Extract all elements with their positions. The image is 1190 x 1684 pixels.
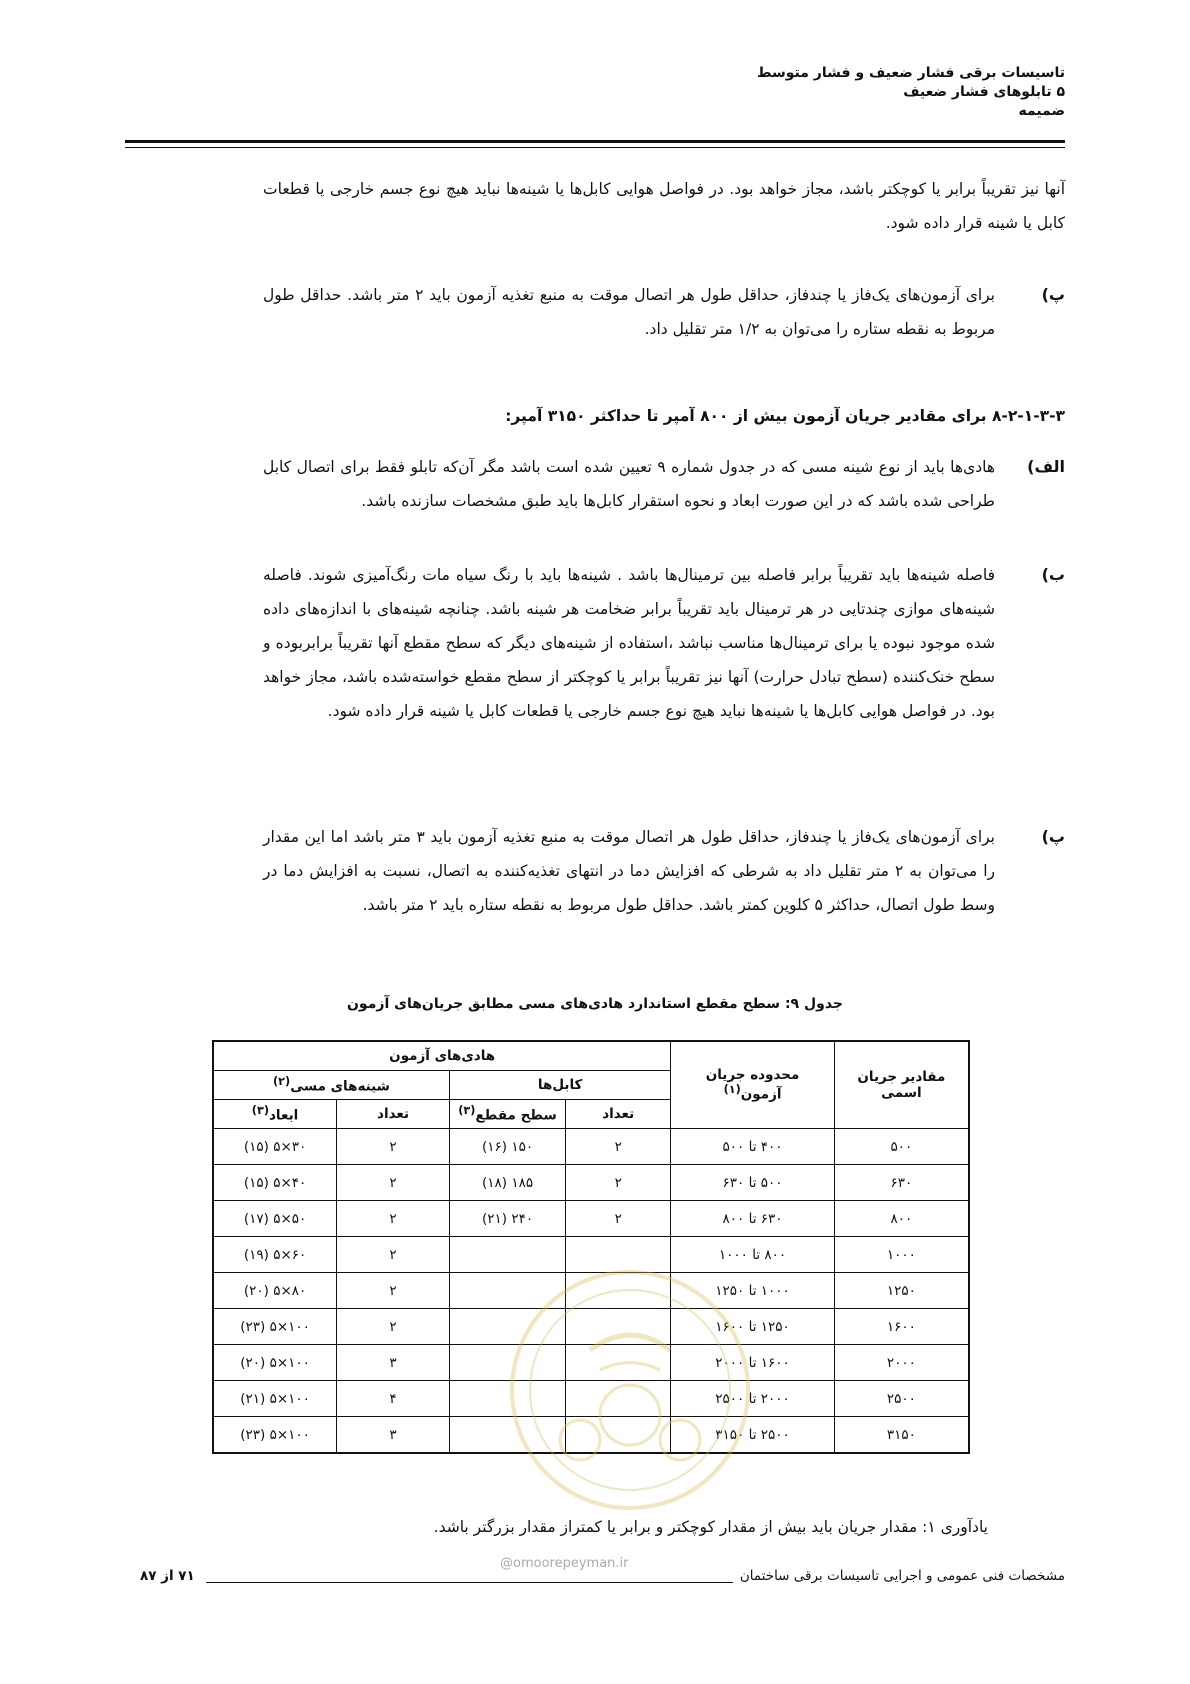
cell-cable-section <box>449 1345 565 1381</box>
cell-cable-section: ۱۵۰ (۱۶) <box>449 1129 565 1165</box>
header-line-1: تاسیسات برقی فشار ضعیف و فشار متوسط <box>756 65 1065 81</box>
header-rule-thin <box>125 147 1065 148</box>
item-pe-2-label: پ) <box>1041 827 1065 846</box>
section-title: ۸-۲-۱-۳-۳ برای مقادیر جریان آزمون بیش از ۸۰۰ آمپر تا حداکثر ۳۱۵۰ آمپر: <box>505 407 1065 425</box>
cell-nominal: ۸۰۰ <box>834 1201 969 1237</box>
cell-cable-section: ۱۸۵ (۱۸) <box>449 1165 565 1201</box>
header-cables: کابل‌ها <box>449 1071 670 1100</box>
document-header <box>125 64 1065 121</box>
cell-range: ۱۲۵۰ تا ۱۶۰۰ <box>671 1309 834 1345</box>
item-alef-text: هادی‌ها باید از نوع شینه مسی که در جدول شماره ۹ تعیین شده است باشد مگر آن‌که تابلو فقط برای اتصال کابل طراحی شده باشد که در این صورت ابعاد و نحوه استقرار کابل‌ها باید طبق مشخصات سازنده باشد. <box>263 458 996 510</box>
cell-nominal: ۱۲۵۰ <box>834 1273 969 1309</box>
footer-rule <box>206 1582 733 1583</box>
cell-bar-count: ۳ <box>337 1417 450 1454</box>
item-pe-1-label: پ) <box>1041 285 1065 304</box>
cell-cable-count <box>566 1381 671 1417</box>
cell-range: ۶۳۰ تا ۸۰۰ <box>671 1201 834 1237</box>
item-pe-2-text: برای آزمون‌های یک‌فاز یا چندفاز، حداقل طول هر اتصال موقت به منبع تغذیه آزمون باید ۳ متر باشد اما این مقدار را می‌توان به ۲ متر تقلیل داد به شرطی که افزایش دما در انتهای تغذیه‌کننده به اتصال، نسبت به افزایش دما در وسط طول اتصال، حداکثر ۵ کلوین کمتر باشد. حداقل طول مربوط به نقطه ستاره باید ۲ متر باشد. <box>263 828 995 914</box>
cell-cable-count <box>566 1345 671 1381</box>
cell-cable-section <box>449 1417 565 1454</box>
header-line-2: ۵ تابلوهای فشار ضعیف <box>903 84 1065 100</box>
watermark-url: @omoorepeyman.ir <box>500 1556 629 1571</box>
cell-bar-dims: ۱۰۰×۵ (۲۳) <box>213 1417 337 1454</box>
table-row <box>213 1201 969 1237</box>
table-row <box>213 1129 969 1165</box>
cell-nominal: ۲۰۰۰ <box>834 1345 969 1381</box>
cell-cable-count <box>566 1273 671 1309</box>
table-row <box>213 1273 969 1309</box>
cell-range: ۱۶۰۰ تا ۲۰۰۰ <box>671 1345 834 1381</box>
item-alef-label: الف) <box>1027 457 1065 476</box>
table-row <box>213 1417 969 1454</box>
cell-bar-dims: ۵۰×۵ (۱۷) <box>213 1201 337 1237</box>
cell-cable-section <box>449 1381 565 1417</box>
cell-nominal: ۵۰۰ <box>834 1129 969 1165</box>
cell-range: ۸۰۰ تا ۱۰۰۰ <box>671 1237 834 1273</box>
cell-bar-dims: ۳۰×۵ (۱۵) <box>213 1129 337 1165</box>
item-be-text: فاصله شینه‌ها باید تقریباً برابر فاصله بین ترمینال‌ها باشد . شینه‌ها باید با رنگ سیاه مات رنگ‌آمیزی شوند. فاصله شینه‌های موازی چندتایی در هر ترمینال باید تقریباً برابر ضخامت هر شینه باشد. چنانچه شینه‌های با اندازه‌های داده شده موجود نبوده یا برای ترمینال‌ها مناسب نباشد ،استفاده از شینه‌های دیگر که سطح مقطع آنها تقریباً برابربوده و سطح خنک‌کننده (سطح تبادل حرارت) آنها نیز تقریباً برابر یا کوچکتر از سطح مقطع خواسته‌شده باشد، مجاز خواهد بود. در فواصل هوایی کابل‌ها یا شینه‌ها نباید هیچ نوع جسم خارجی یا قطعات کابل یا شینه قرار داده شود. <box>263 566 995 720</box>
cell-cable-section <box>449 1309 565 1345</box>
cell-cable-count <box>566 1309 671 1345</box>
table-row <box>213 1309 969 1345</box>
cell-bar-dims: ۱۰۰×۵ (۲۳) <box>213 1309 337 1345</box>
page-number: ۷۱ از ۸۷ <box>140 1568 195 1584</box>
cell-cable-count: ۲ <box>566 1129 671 1165</box>
table-caption: جدول ۹: سطح مقطع استاندارد هادی‌های مسی مطابق جریان‌های آزمون <box>346 996 843 1012</box>
cell-nominal: ۳۱۵۰ <box>834 1417 969 1454</box>
cell-bar-count: ۲ <box>337 1129 450 1165</box>
cell-bar-dims: ۸۰×۵ (۲۰) <box>213 1273 337 1309</box>
item-pe-1-text: برای آزمون‌های یک‌فاز یا چندفاز، حداقل طول هر اتصال موقت به منبع تغذیه آزمون باید ۲ متر باشد. حداقل طول مربوط به نقطه ستاره را می‌توان به ۱/۲ متر تقلیل داد. <box>263 286 996 338</box>
table-row <box>213 1165 969 1201</box>
header-nominal: مقادیر جریان اسمی <box>834 1041 969 1129</box>
cell-range: ۲۵۰۰ تا ۳۱۵۰ <box>671 1417 834 1454</box>
cell-cable-count: ۲ <box>566 1165 671 1201</box>
table-note: یادآوری ۱: مقدار جریان باید بیش از مقدار کوچکتر و برابر یا کمتراز مقدار بزرگتر باشد. <box>433 1518 988 1536</box>
header-cable-section: سطح مقطع$^{(۳)}$ <box>449 1100 565 1129</box>
table-row <box>213 1345 969 1381</box>
cell-bar-count: ۲ <box>337 1201 450 1237</box>
cell-nominal: ۱۶۰۰ <box>834 1309 969 1345</box>
cell-bar-dims: ۱۰۰×۵ (۲۱) <box>213 1381 337 1417</box>
header-busbars: شینه‌های مسی$^{(۲)}$ <box>213 1071 449 1100</box>
cell-bar-count: ۲ <box>337 1273 450 1309</box>
cell-cable-section: ۲۴۰ (۲۱) <box>449 1201 565 1237</box>
cell-nominal: ۱۰۰۰ <box>834 1237 969 1273</box>
cell-cable-count <box>566 1237 671 1273</box>
cell-bar-count: ۲ <box>337 1237 450 1273</box>
cell-range: ۲۰۰۰ تا ۲۵۰۰ <box>671 1381 834 1417</box>
header-conductors: هادی‌های آزمون <box>213 1041 671 1071</box>
cell-bar-count: ۲ <box>337 1309 450 1345</box>
header-cable-count: تعداد <box>566 1100 671 1129</box>
cell-nominal: ۲۵۰۰ <box>834 1381 969 1417</box>
cell-nominal: ۶۳۰ <box>834 1165 969 1201</box>
cell-bar-count: ۲ <box>337 1165 450 1201</box>
cell-cable-section <box>449 1273 565 1309</box>
table-row <box>213 1237 969 1273</box>
cell-cable-section <box>449 1237 565 1273</box>
header-range: محدوده جریان آزمون$^{(۱)}$ <box>671 1041 834 1129</box>
header-line-3: ضمیمه <box>1018 103 1065 119</box>
header-bar-count: تعداد <box>337 1100 450 1129</box>
cell-range: ۵۰۰ تا ۶۳۰ <box>671 1165 834 1201</box>
conductor-table <box>212 1040 970 1454</box>
footer-title: مشخصات فنی عمومی و اجرایی تاسیسات برقی ساختمان <box>739 1568 1065 1584</box>
cell-bar-dims: ۱۰۰×۵ (۲۰) <box>213 1345 337 1381</box>
item-be-label: ب) <box>1041 565 1065 584</box>
table-row <box>213 1381 969 1417</box>
intro-paragraph: آنها نیز تقریباً برابر یا کوچکتر باشد، مجاز خواهد بود. در فواصل هوایی کابل‌ها یا شینه‌ها نباید هیچ نوع جسم خارجی یا قطعات کابل یا شینه قرار داده شود. <box>263 180 1065 232</box>
header-rule-thick <box>125 140 1065 143</box>
cell-bar-dims: ۴۰×۵ (۱۵) <box>213 1165 337 1201</box>
cell-cable-count: ۲ <box>566 1201 671 1237</box>
cell-range: ۴۰۰ تا ۵۰۰ <box>671 1129 834 1165</box>
cell-cable-count <box>566 1417 671 1454</box>
cell-range: ۱۰۰۰ تا ۱۲۵۰ <box>671 1273 834 1309</box>
header-bar-dims: ابعاد$^{(۳)}$ <box>213 1100 337 1129</box>
cell-bar-count: ۴ <box>337 1381 450 1417</box>
cell-bar-count: ۳ <box>337 1345 450 1381</box>
cell-bar-dims: ۶۰×۵ (۱۹) <box>213 1237 337 1273</box>
